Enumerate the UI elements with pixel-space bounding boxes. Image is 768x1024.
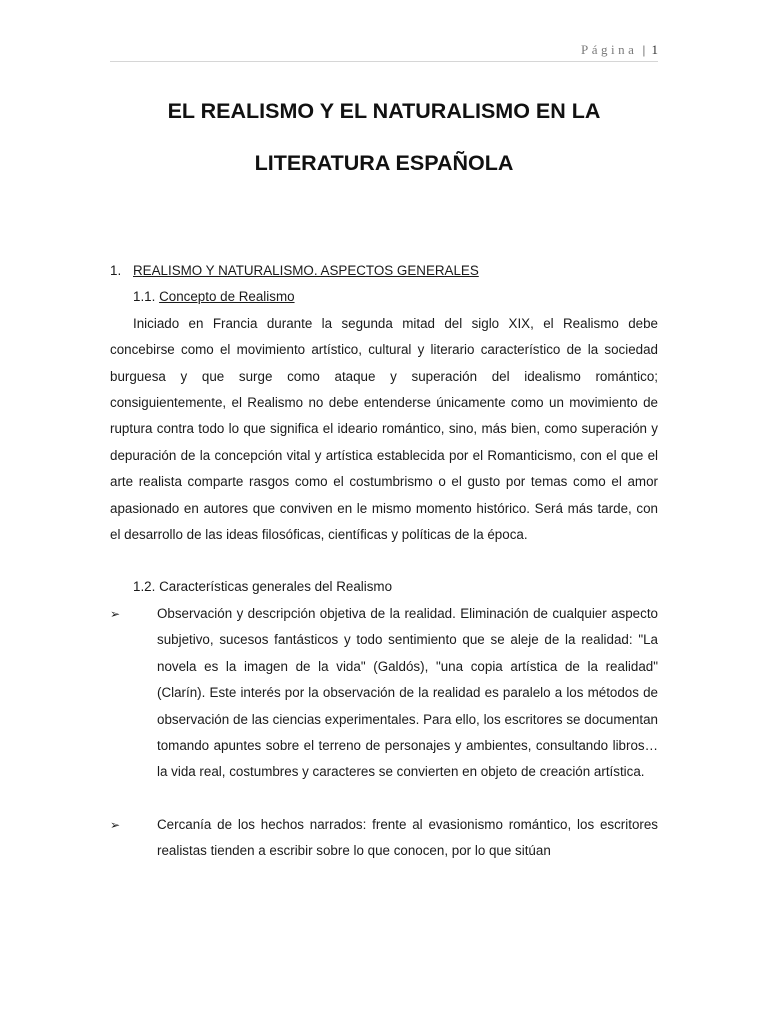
bullet-text: Cercanía de los hechos narrados: frente al evasionismo romántico, los escritores realistas tienden a escribir sobre lo que conocen, por lo que sitúan: [157, 816, 658, 859]
subsection-title: Características generales del Realismo: [159, 579, 393, 595]
spacer: [110, 786, 658, 812]
header-rule: [110, 61, 658, 62]
section-heading: [110, 258, 658, 284]
section-number: 1.: [110, 263, 122, 278]
title-line-1: EL REALISMO Y EL NATURALISMO EN LA: [167, 99, 601, 123]
page-number: 1: [651, 42, 658, 57]
subsection-title: Concepto de Realismo: [159, 289, 295, 305]
bullet-item: [110, 812, 658, 865]
arrow-bullet-icon: ➢: [110, 817, 121, 832]
section-title: REALISMO Y NATURALISMO. ASPECTOS GENERALES: [133, 263, 479, 278]
page-separator: |: [642, 42, 646, 57]
subsection-number: 1.2.: [133, 579, 156, 595]
page-label: Página: [581, 42, 638, 57]
body-paragraph: Iniciado en Francia durante la segunda mitad del siglo XIX, el Realismo debe concebirse como el movimiento artístico, cultural y literario característico de la sociedad burguesa y que surge como ataque y superación del idealismo romántico; consiguientemente, el Realismo no debe entenderse únicamente como un movimiento de ruptura contra todo lo que significa el ideario romántico, sino, más bien, como superación y depuración de la concepción vital y artística establecida por el Romanticismo, con el que el arte realista comparte rasgos como el costumbrismo o el gusto por temas como el amor apasionado en autores que conviven en le mismo momento histórico. Será más tarde, con el desarrollo de las ideas filosóficas, científicas y políticas de la época.: [110, 315, 658, 543]
bullet-text: Observación y descripción objetiva de la realidad. Eliminación de cualquier aspecto subjetivo, sucesos fantásticos y todo sentimiento que se aleje de la realidad: "La novela es la imagen de la vida" (Galdós), "una copia artística de la realidad" (Clarín). Este interés por la observación de la realidad es paralelo a los métodos de observación de las ciencias experimentales. Para ello, los escritores se documentan tomando apuntes sobre el terreno de personajes y ambientes, consultando libros…la vida real, costumbres y caracteres se convierten en objeto de creación artística.: [157, 605, 658, 780]
bullet-item: [110, 601, 658, 786]
subsection-number: 1.1.: [133, 289, 156, 305]
page-header: [110, 42, 658, 58]
arrow-bullet-icon: ➢: [110, 606, 121, 621]
document-body: [110, 258, 658, 865]
title-line-2: LITERATURA ESPAÑOLA: [254, 151, 514, 175]
document-title: [110, 85, 658, 189]
subsection-heading: [110, 574, 658, 600]
subsection-heading: [110, 284, 658, 310]
